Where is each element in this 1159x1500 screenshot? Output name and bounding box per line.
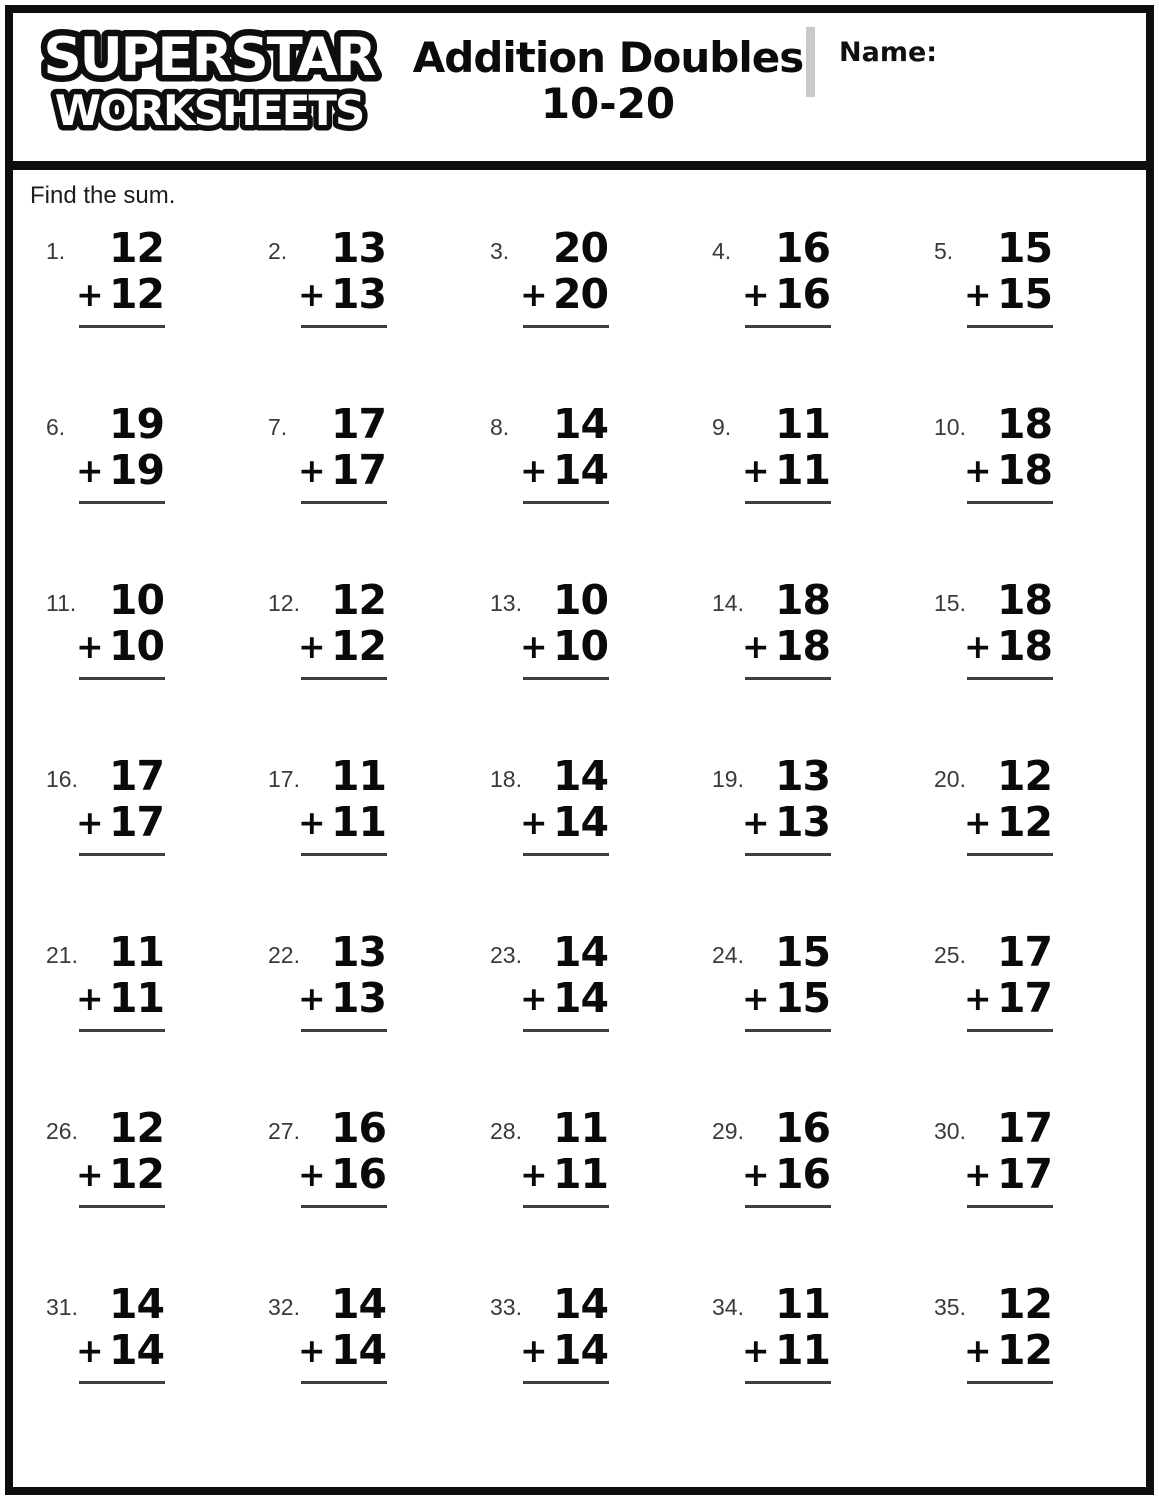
answer-line <box>745 1381 831 1384</box>
answer-line <box>301 1029 387 1032</box>
bottom-operand-row <box>520 446 608 494</box>
problem-cell <box>474 392 696 568</box>
problem-body <box>742 400 830 504</box>
bottom-operand-row <box>76 798 164 846</box>
problem-cell <box>918 568 1140 744</box>
plus-sign: + <box>76 275 104 314</box>
bottom-operand: 14 <box>552 974 608 1022</box>
problem-number-label: 29. <box>712 1118 744 1144</box>
problem-number-label: 9. <box>712 414 732 440</box>
problem-cell <box>474 216 696 392</box>
name-block <box>806 13 1146 97</box>
bottom-operand: 20 <box>552 270 608 318</box>
problem-cell <box>918 744 1140 920</box>
problem-body <box>964 576 1052 680</box>
problem-cell <box>474 568 696 744</box>
top-operand: 13 <box>330 224 386 272</box>
problems-grid <box>30 216 1146 1448</box>
problem-number-label: 28. <box>490 1118 522 1144</box>
bottom-operand: 12 <box>330 622 386 670</box>
problem-number-label: 12. <box>268 590 300 616</box>
answer-line <box>79 501 165 504</box>
problem-number-label: 21. <box>46 942 78 968</box>
problem-body <box>742 576 830 680</box>
problem-body <box>964 752 1052 856</box>
problem-number-label: 24. <box>712 942 744 968</box>
bottom-operand: 17 <box>108 798 164 846</box>
problem-body <box>298 576 386 680</box>
bottom-operand-row <box>742 446 830 494</box>
answer-line <box>79 1205 165 1208</box>
bottom-operand: 10 <box>552 622 608 670</box>
problem-number-label: 34. <box>712 1294 744 1320</box>
problem-cell <box>696 216 918 392</box>
bottom-operand-row <box>964 1150 1052 1198</box>
answer-line <box>523 853 609 856</box>
problem-body <box>520 752 608 856</box>
problem-number-label: 2. <box>268 238 288 264</box>
answer-line <box>79 677 165 680</box>
bottom-operand: 10 <box>108 622 164 670</box>
plus-sign: + <box>298 1155 326 1194</box>
problem-body <box>298 1104 386 1208</box>
worksheet-header <box>13 13 1146 170</box>
bottom-operand: 19 <box>108 446 164 494</box>
problem-body <box>298 400 386 504</box>
problem-number-label: 18. <box>490 766 522 792</box>
problem-number-label: 20. <box>934 766 966 792</box>
plus-sign: + <box>964 275 992 314</box>
bottom-operand-row <box>742 798 830 846</box>
problem-cell <box>30 1272 252 1448</box>
top-operand: 11 <box>552 1104 608 1152</box>
bottom-operand-row <box>742 974 830 1022</box>
bottom-operand: 11 <box>330 798 386 846</box>
bottom-operand-row <box>76 1326 164 1374</box>
problem-number-label: 16. <box>46 766 78 792</box>
plus-sign: + <box>76 979 104 1018</box>
top-operand: 11 <box>108 928 164 976</box>
bottom-operand-row <box>298 1150 386 1198</box>
problem-cell <box>918 1096 1140 1272</box>
bottom-operand: 14 <box>552 798 608 846</box>
problem-cell <box>252 216 474 392</box>
bottom-operand-row <box>298 622 386 670</box>
plus-sign: + <box>520 275 548 314</box>
answer-line <box>301 1381 387 1384</box>
bottom-operand: 16 <box>774 1150 830 1198</box>
bottom-operand-row <box>520 1150 608 1198</box>
problem-cell <box>30 392 252 568</box>
top-operand: 13 <box>330 928 386 976</box>
problem-number-label: 5. <box>934 238 954 264</box>
answer-line <box>523 501 609 504</box>
problem-number-label: 13. <box>490 590 522 616</box>
plus-sign: + <box>520 1155 548 1194</box>
bottom-operand: 11 <box>774 446 830 494</box>
plus-sign: + <box>742 979 770 1018</box>
plus-sign: + <box>76 803 104 842</box>
plus-sign: + <box>742 451 770 490</box>
plus-sign: + <box>298 1331 326 1370</box>
top-operand: 13 <box>774 752 830 800</box>
top-operand: 19 <box>108 400 164 448</box>
top-operand: 17 <box>108 752 164 800</box>
problem-body <box>76 1104 164 1208</box>
top-operand: 18 <box>774 576 830 624</box>
instruction-text: Find the sum. <box>30 182 176 209</box>
problem-number-label: 30. <box>934 1118 966 1144</box>
bottom-operand: 13 <box>330 974 386 1022</box>
top-operand: 20 <box>552 224 608 272</box>
problem-number-label: 19. <box>712 766 744 792</box>
problem-cell <box>30 920 252 1096</box>
name-label: Name: <box>839 37 938 68</box>
bottom-operand: 12 <box>108 1150 164 1198</box>
answer-line <box>523 1381 609 1384</box>
problem-cell <box>696 744 918 920</box>
problem-body <box>298 928 386 1032</box>
bottom-operand-row <box>298 270 386 318</box>
plus-sign: + <box>520 979 548 1018</box>
problem-number-label: 6. <box>46 414 66 440</box>
answer-line <box>745 1029 831 1032</box>
bottom-operand: 17 <box>330 446 386 494</box>
answer-line <box>967 501 1053 504</box>
bottom-operand-row <box>76 446 164 494</box>
top-operand: 10 <box>552 576 608 624</box>
problem-cell <box>252 392 474 568</box>
bottom-operand-row <box>76 974 164 1022</box>
problem-number-label: 1. <box>46 238 66 264</box>
answer-line <box>301 501 387 504</box>
bottom-operand: 14 <box>108 1326 164 1374</box>
top-operand: 16 <box>774 224 830 272</box>
problem-number-label: 3. <box>490 238 510 264</box>
logo-graphic <box>25 29 393 139</box>
problem-cell <box>474 920 696 1096</box>
top-operand: 12 <box>108 1104 164 1152</box>
plus-sign: + <box>964 1155 992 1194</box>
problem-body <box>76 400 164 504</box>
title-line-1: Addition Doubles <box>412 33 804 82</box>
problem-body <box>76 928 164 1032</box>
problem-number-label: 32. <box>268 1294 300 1320</box>
problem-cell <box>918 920 1140 1096</box>
plus-sign: + <box>964 451 992 490</box>
problem-number-label: 8. <box>490 414 510 440</box>
top-operand: 14 <box>552 400 608 448</box>
top-operand: 14 <box>108 1280 164 1328</box>
bottom-operand: 16 <box>774 270 830 318</box>
bottom-operand: 12 <box>996 1326 1052 1374</box>
answer-line <box>745 1205 831 1208</box>
bottom-operand: 18 <box>996 622 1052 670</box>
problem-body <box>298 224 386 328</box>
problem-number-label: 14. <box>712 590 744 616</box>
problem-body <box>76 224 164 328</box>
top-operand: 12 <box>330 576 386 624</box>
bottom-operand: 11 <box>774 1326 830 1374</box>
problem-number-label: 26. <box>46 1118 78 1144</box>
worksheet-body <box>13 170 1146 1487</box>
answer-line <box>79 853 165 856</box>
plus-sign: + <box>298 627 326 666</box>
bottom-operand-row <box>298 446 386 494</box>
plus-sign: + <box>520 627 548 666</box>
problem-body <box>742 1104 830 1208</box>
problem-cell <box>696 1096 918 1272</box>
problem-body <box>520 1104 608 1208</box>
problem-number-label: 7. <box>268 414 288 440</box>
bottom-operand-row <box>520 270 608 318</box>
bottom-operand-row <box>298 974 386 1022</box>
answer-line <box>523 1029 609 1032</box>
problem-cell <box>696 920 918 1096</box>
bottom-operand: 11 <box>552 1150 608 1198</box>
plus-sign: + <box>742 1331 770 1370</box>
problem-number-label: 10. <box>934 414 966 440</box>
problem-number-label: 25. <box>934 942 966 968</box>
problem-body <box>742 928 830 1032</box>
problem-body <box>298 1280 386 1384</box>
problem-body <box>742 224 830 328</box>
problem-body <box>76 1280 164 1384</box>
bottom-operand: 17 <box>996 1150 1052 1198</box>
bottom-operand-row <box>742 1326 830 1374</box>
answer-line <box>523 325 609 328</box>
bottom-operand-row <box>964 446 1052 494</box>
problem-cell <box>30 216 252 392</box>
plus-sign: + <box>520 803 548 842</box>
answer-line <box>79 1381 165 1384</box>
problem-body <box>520 576 608 680</box>
plus-sign: + <box>298 451 326 490</box>
problem-cell <box>252 920 474 1096</box>
worksheet-title <box>410 13 806 127</box>
answer-line <box>523 1205 609 1208</box>
problem-cell <box>252 744 474 920</box>
bottom-operand: 18 <box>996 446 1052 494</box>
top-operand: 15 <box>996 224 1052 272</box>
problem-body <box>742 752 830 856</box>
bottom-operand: 14 <box>330 1326 386 1374</box>
problem-cell <box>252 1272 474 1448</box>
problem-cell <box>252 1096 474 1272</box>
plus-sign: + <box>76 627 104 666</box>
bottom-operand-row <box>964 270 1052 318</box>
bottom-operand: 15 <box>996 270 1052 318</box>
title-line-2: 10-20 <box>540 79 676 129</box>
top-operand: 12 <box>996 1280 1052 1328</box>
top-operand: 16 <box>774 1104 830 1152</box>
superstar-worksheets-logo <box>13 13 410 144</box>
answer-line <box>967 325 1053 328</box>
top-operand: 11 <box>774 400 830 448</box>
bottom-operand-row <box>298 798 386 846</box>
plus-sign: + <box>520 451 548 490</box>
answer-line <box>967 853 1053 856</box>
problem-number-label: 33. <box>490 1294 522 1320</box>
top-operand: 14 <box>552 1280 608 1328</box>
top-operand: 17 <box>996 1104 1052 1152</box>
plus-sign: + <box>520 1331 548 1370</box>
top-operand: 11 <box>330 752 386 800</box>
problem-body <box>298 752 386 856</box>
bottom-operand: 12 <box>996 798 1052 846</box>
answer-line <box>301 1205 387 1208</box>
problem-cell <box>474 744 696 920</box>
logo-text-line2: WORKSHEETS <box>54 86 364 135</box>
problem-cell <box>696 568 918 744</box>
bottom-operand-row <box>76 1150 164 1198</box>
top-operand: 18 <box>996 576 1052 624</box>
plus-sign: + <box>964 979 992 1018</box>
problem-cell <box>30 744 252 920</box>
answer-line <box>967 1029 1053 1032</box>
problem-cell <box>918 216 1140 392</box>
problem-body <box>76 752 164 856</box>
plus-sign: + <box>76 451 104 490</box>
bottom-operand: 13 <box>330 270 386 318</box>
plus-sign: + <box>298 803 326 842</box>
problem-number-label: 35. <box>934 1294 966 1320</box>
top-operand: 16 <box>330 1104 386 1152</box>
bottom-operand-row <box>742 622 830 670</box>
bottom-operand-row <box>964 1326 1052 1374</box>
problem-number-label: 11. <box>46 590 77 616</box>
name-divider-bar <box>806 27 815 97</box>
problem-cell <box>474 1272 696 1448</box>
plus-sign: + <box>742 803 770 842</box>
problem-body <box>742 1280 830 1384</box>
problem-cell <box>918 392 1140 568</box>
problem-body <box>520 224 608 328</box>
bottom-operand: 16 <box>330 1150 386 1198</box>
bottom-operand-row <box>520 974 608 1022</box>
problem-body <box>964 224 1052 328</box>
problem-body <box>520 928 608 1032</box>
plus-sign: + <box>964 1331 992 1370</box>
problem-cell <box>252 568 474 744</box>
problem-cell <box>30 1096 252 1272</box>
bottom-operand-row <box>964 974 1052 1022</box>
problem-cell <box>474 1096 696 1272</box>
bottom-operand-row <box>964 798 1052 846</box>
plus-sign: + <box>76 1331 104 1370</box>
bottom-operand-row <box>76 622 164 670</box>
answer-line <box>79 1029 165 1032</box>
problem-number-label: 23. <box>490 942 522 968</box>
bottom-operand-row <box>520 1326 608 1374</box>
plus-sign: + <box>742 1155 770 1194</box>
top-operand: 14 <box>552 928 608 976</box>
answer-line <box>967 677 1053 680</box>
answer-line <box>301 325 387 328</box>
top-operand: 12 <box>108 224 164 272</box>
problem-body <box>964 1280 1052 1384</box>
problem-body <box>964 1104 1052 1208</box>
problem-body <box>520 400 608 504</box>
top-operand: 17 <box>330 400 386 448</box>
problem-cell <box>918 1272 1140 1448</box>
top-operand: 17 <box>996 928 1052 976</box>
bottom-operand-row <box>76 270 164 318</box>
bottom-operand-row <box>520 622 608 670</box>
problem-body <box>964 928 1052 1032</box>
problem-number-label: 27. <box>268 1118 300 1144</box>
plus-sign: + <box>742 627 770 666</box>
problem-number-label: 15. <box>934 590 966 616</box>
bottom-operand-row <box>742 270 830 318</box>
bottom-operand: 11 <box>108 974 164 1022</box>
answer-line <box>745 325 831 328</box>
top-operand: 14 <box>552 752 608 800</box>
top-operand: 12 <box>996 752 1052 800</box>
bottom-operand: 13 <box>774 798 830 846</box>
top-operand: 10 <box>108 576 164 624</box>
bottom-operand: 18 <box>774 622 830 670</box>
problem-number-label: 31. <box>46 1294 78 1320</box>
worksheet-page <box>5 5 1154 1495</box>
bottom-operand: 12 <box>108 270 164 318</box>
problem-body <box>76 576 164 680</box>
top-operand: 14 <box>330 1280 386 1328</box>
top-operand: 18 <box>996 400 1052 448</box>
bottom-operand: 15 <box>774 974 830 1022</box>
problem-cell <box>696 392 918 568</box>
problem-cell <box>696 1272 918 1448</box>
answer-line <box>301 853 387 856</box>
problem-number-label: 17. <box>268 766 300 792</box>
answer-line <box>745 853 831 856</box>
answer-line <box>745 677 831 680</box>
bottom-operand: 17 <box>996 974 1052 1022</box>
plus-sign: + <box>76 1155 104 1194</box>
plus-sign: + <box>964 627 992 666</box>
problem-cell <box>30 568 252 744</box>
answer-line <box>745 501 831 504</box>
bottom-operand-row <box>742 1150 830 1198</box>
answer-line <box>301 677 387 680</box>
plus-sign: + <box>964 803 992 842</box>
top-operand: 15 <box>774 928 830 976</box>
top-operand: 11 <box>774 1280 830 1328</box>
problem-number-label: 22. <box>268 942 300 968</box>
answer-line <box>967 1205 1053 1208</box>
bottom-operand-row <box>298 1326 386 1374</box>
bottom-operand-row <box>520 798 608 846</box>
bottom-operand-row <box>964 622 1052 670</box>
plus-sign: + <box>298 275 326 314</box>
problem-body <box>964 400 1052 504</box>
plus-sign: + <box>298 979 326 1018</box>
plus-sign: + <box>742 275 770 314</box>
problem-body <box>520 1280 608 1384</box>
problem-number-label: 4. <box>712 238 732 264</box>
answer-line <box>967 1381 1053 1384</box>
answer-line <box>523 677 609 680</box>
logo-text-line1: SUPERSTAR <box>43 29 375 88</box>
bottom-operand: 14 <box>552 1326 608 1374</box>
answer-line <box>79 325 165 328</box>
bottom-operand: 14 <box>552 446 608 494</box>
